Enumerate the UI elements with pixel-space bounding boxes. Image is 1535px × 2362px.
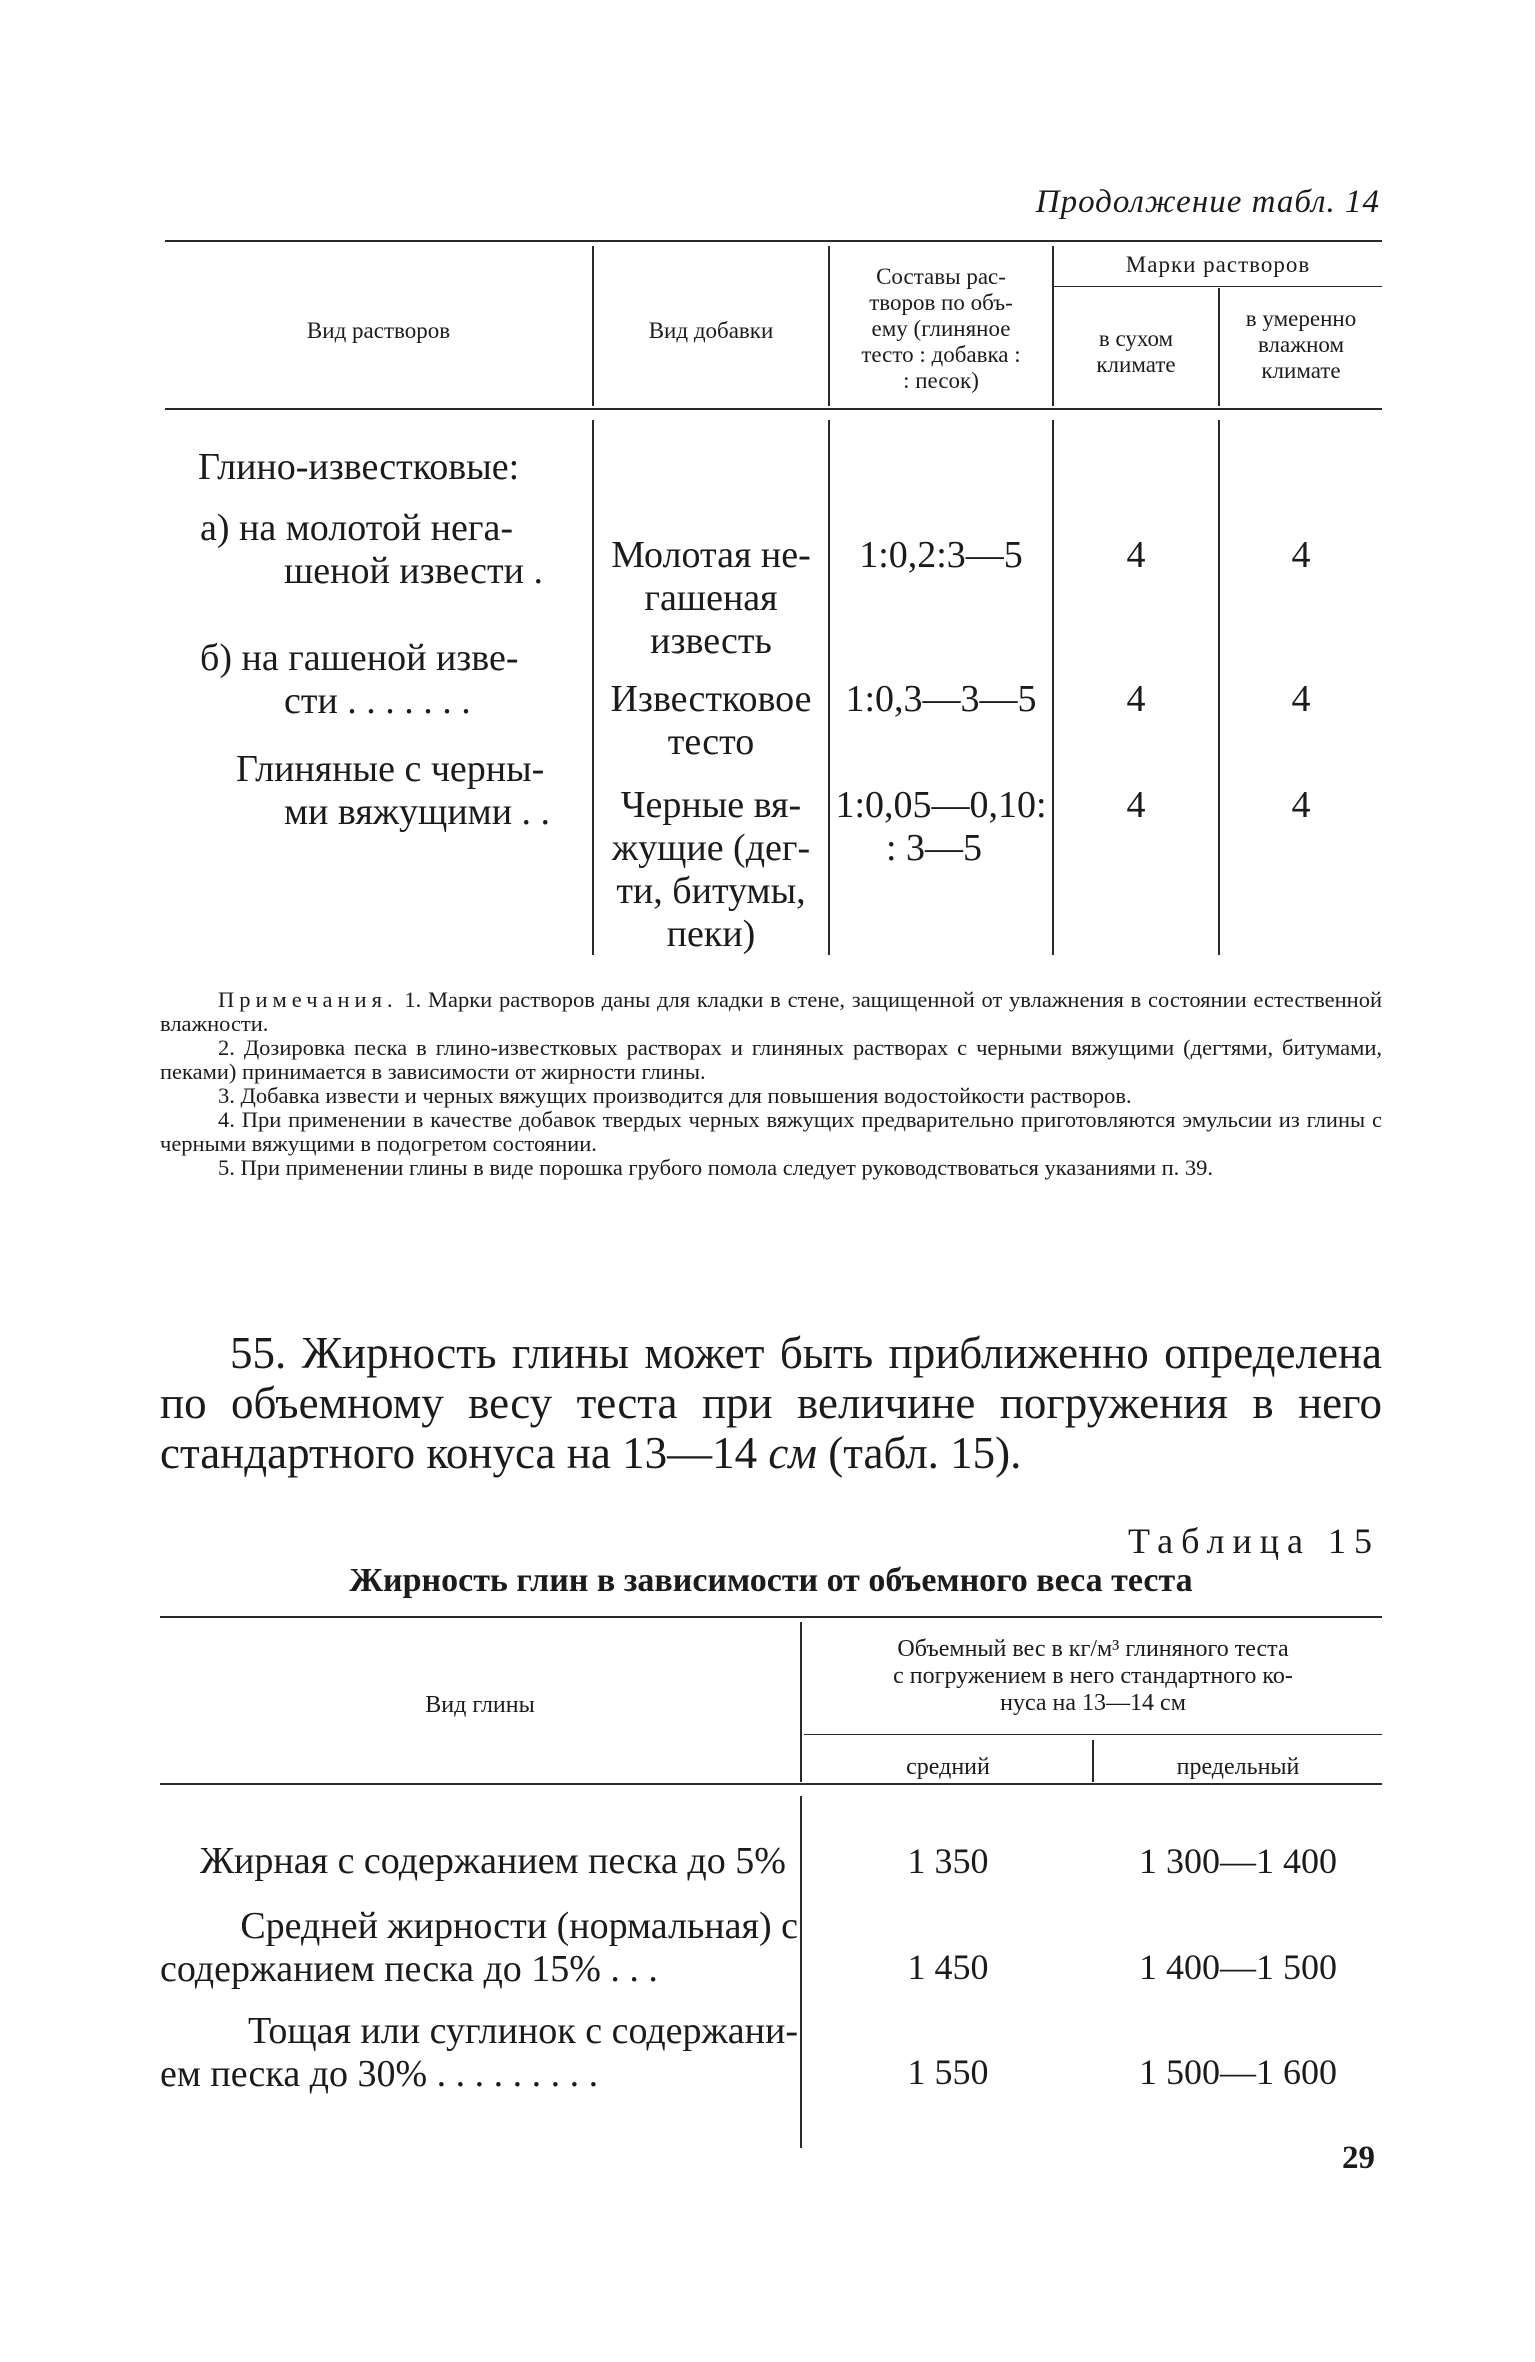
t14-row3-additive	[596, 784, 826, 956]
t14-additive-line: известь	[650, 620, 772, 662]
header-dry-line: климате	[1096, 352, 1176, 377]
weight-subheader-rule	[804, 1734, 1382, 1735]
t15-hdr-vline-1	[800, 1622, 802, 1782]
table14-caption: Продолжение табл. 14	[1035, 184, 1380, 220]
t15-row1-name: Жирная с содержанием песка до 5%	[200, 1840, 786, 1882]
t15-body-vline-1	[800, 1796, 802, 2148]
header-volume-weight-line: Объемный вес в кг/м³ глиняного теста	[897, 1636, 1289, 1662]
header-composition-line: творов по объ-	[869, 290, 1013, 315]
t14-name-line: сти . . . . . . .	[284, 680, 471, 722]
t15-name-line: ем песка до 30% . . . . . . . . .	[160, 2053, 599, 2095]
t14-additive-line: Черные вя-	[620, 784, 802, 826]
paragraph-55	[160, 1328, 1382, 1478]
t14-row2-composition: 1:0,3—3—5	[845, 678, 1037, 720]
t14-row1-humid: 4	[1291, 534, 1311, 576]
t14-row1-dry: 4	[1126, 534, 1146, 576]
table15-top-rule	[160, 1616, 1382, 1618]
t14-additive-line: тесто	[667, 721, 755, 763]
t15-row3-limit: 1 500—1 600	[1139, 2052, 1337, 2092]
table14-header-rule	[165, 408, 1382, 410]
t14-row3-dry: 4	[1126, 784, 1146, 826]
header-composition	[830, 264, 1052, 394]
page-number: 29	[1342, 2140, 1375, 2176]
header-volume-weight-line: с погружением в него стандартного ко-	[893, 1663, 1293, 1689]
t14-row2-name	[200, 637, 580, 723]
note-1	[160, 988, 1382, 1036]
note-4: 4. При применении в качестве добавок твердых черных вяжущих предварительно приготовляются эмульсии из глины с черными вяжущими в подогретом состоянии.	[160, 1107, 1382, 1156]
t14-name-line: Глиняные с черны-	[236, 748, 545, 790]
t14-row2-dry: 4	[1126, 678, 1146, 720]
table14-notes	[160, 988, 1382, 1180]
note-3: 3. Добавка извести и черных вяжущих производится для повышения водостойкости растворов.	[218, 1083, 1132, 1108]
paragraph-text-a: 55. Жирность глины может быть приближенно определена по объемному весу теста при величине погружения в него стандартного конуса на 13—14	[160, 1328, 1382, 1478]
header-clay-type: Вид глины	[425, 1692, 535, 1718]
t14-row3-composition	[830, 784, 1052, 870]
table15-header-rule	[160, 1783, 1382, 1785]
header-composition-line: ему (глиняное	[871, 316, 1011, 341]
t14-row2-humid: 4	[1291, 678, 1311, 720]
t14-additive-line: жущие (дег-	[611, 827, 811, 869]
notes-label: Примечания.	[218, 987, 398, 1012]
t15-row1-limit: 1 300—1 400	[1139, 1841, 1337, 1881]
t15-name-line: Средней жирности (нормальная) с	[240, 1905, 798, 1947]
t14-body-vline-1	[592, 420, 594, 955]
note-1-text: 1. Марки растворов даны для кладки в стене, защищенной от увлажнения в состоянии естественной влажности.	[160, 987, 1382, 1036]
t14-row3-humid: 4	[1291, 784, 1311, 826]
header-volume-weight-line: нуса на 13—14 см	[1000, 1690, 1186, 1716]
header-humid-climate	[1220, 306, 1382, 384]
grades-subheader-rule	[1052, 286, 1382, 287]
paragraph-unit: см	[768, 1428, 818, 1478]
t15-row2-name	[160, 1905, 798, 1991]
t15-row2-average: 1 450	[907, 1947, 989, 1987]
t14-row1-name	[200, 507, 580, 593]
header-dry-climate	[1054, 326, 1218, 378]
t14-name-line: ми вяжущими . .	[284, 791, 551, 833]
t14-additive-line: пеки)	[666, 913, 756, 955]
t14-additive-line: ти, битумы,	[616, 870, 806, 912]
paragraph-text-b: (табл. 15).	[817, 1428, 1022, 1478]
t14-row1-composition: 1:0,2:3—5	[859, 534, 1023, 576]
t14-additive-line: Молотая не-	[611, 534, 811, 576]
header-additive-type: Вид добавки	[648, 318, 774, 343]
table15-title: Жирность глин в зависимости от объемного веса теста	[349, 1562, 1193, 1599]
header-humid-line: в умеренно	[1245, 306, 1357, 331]
header-average: средний	[906, 1754, 990, 1780]
header-grades: Марки растворов	[1125, 252, 1311, 277]
note-5: 5. При применении глины в виде порошка грубого помола следует руководствоваться указаниями п. 39.	[218, 1155, 1213, 1180]
group-label: Глино-известковые:	[198, 446, 520, 488]
t14-additive-line: Известковое	[610, 678, 812, 720]
t15-row3-average: 1 550	[907, 2052, 989, 2092]
header-composition-line: : песок)	[903, 368, 979, 393]
table15-label: Таблица 15	[1128, 1521, 1380, 1561]
t15-row1-average: 1 350	[907, 1841, 989, 1881]
t14-composition-line: 1:0,05—0,10:	[835, 784, 1047, 826]
header-solution-type: Вид растворов	[306, 318, 451, 343]
header-composition-line: Составы рас-	[876, 264, 1006, 289]
header-limit: предельный	[1176, 1754, 1300, 1780]
header-humid-line: климате	[1261, 358, 1341, 383]
t14-name-line: шеной извести .	[284, 550, 543, 592]
table14-top-rule	[165, 240, 1382, 242]
header-composition-line: тесто : добавка :	[861, 342, 1021, 367]
t14-name-line: б) на гашеной изве-	[200, 637, 519, 679]
t14-row3-name	[236, 748, 586, 834]
t14-row1-additive	[596, 534, 826, 663]
t14-composition-line: : 3—5	[886, 827, 983, 869]
t15-name-line: Тощая или суглинок с содержани-	[248, 2010, 798, 2052]
header-dry-line: в сухом	[1098, 326, 1174, 351]
t15-name-line: содержанием песка до 15% . . .	[160, 1948, 658, 1990]
t14-row2-additive	[596, 678, 826, 764]
t15-row3-name	[160, 2010, 798, 2096]
header-volume-weight	[804, 1636, 1382, 1717]
t15-row2-limit: 1 400—1 500	[1139, 1947, 1337, 1987]
t14-name-line: а) на молотой нега-	[200, 507, 513, 549]
header-humid-line: влажном	[1257, 332, 1345, 357]
note-2: 2. Дозировка песка в глино-известковых растворах и глиняных растворах с черными вяжущими (дегтями, битумами, пеками) принимается в зависимости от жирности глины.	[160, 1035, 1382, 1084]
t14-additive-line: гашеная	[644, 577, 778, 619]
